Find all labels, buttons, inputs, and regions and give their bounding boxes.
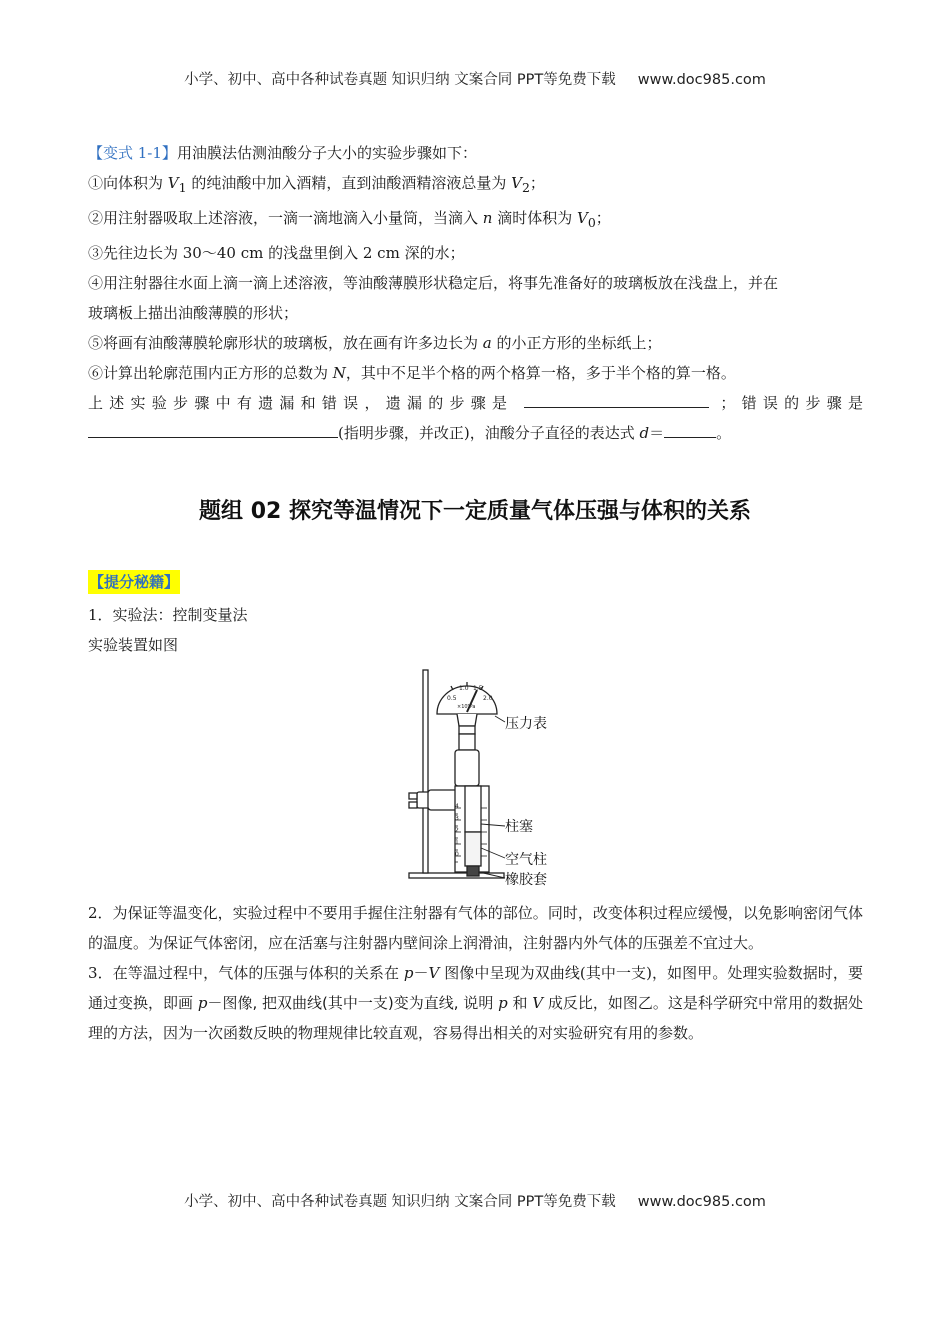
question-line-1: 上述实验步骤中有遗漏和错误，遗漏的步骤是 ；错误的步骤是 bbox=[88, 388, 863, 418]
answer-blank-omission[interactable] bbox=[524, 389, 709, 408]
stand-rod bbox=[423, 670, 428, 873]
connector-block bbox=[455, 750, 479, 786]
step-1: ①向体积为 $V_1$ 的纯油酸中加入酒精，直到油酸酒精溶液总量为 $V_2$； bbox=[88, 174, 545, 195]
answer-blank-diameter[interactable] bbox=[664, 419, 716, 438]
gauge-leader bbox=[495, 716, 505, 722]
footer-site[interactable]: www.doc985.com bbox=[637, 1194, 766, 1210]
dial-0-5: 0.5 bbox=[447, 695, 457, 702]
step-6: ⑥计算出轮廓范围内正方形的总数为 N，其中不足半个格的两个格算一格，多于半个格的算一格。 bbox=[88, 364, 736, 382]
question-line-2: (指明步骤，并改正)，油酸分子直径的表达式 d＝ 。 bbox=[88, 418, 863, 448]
tips-label: 【提分秘籍】 bbox=[88, 570, 180, 594]
step-3: ③先往边长为 30～40 cm 的浅盘里倒入 2 cm 深的水； bbox=[88, 244, 465, 262]
page-footer bbox=[0, 1190, 950, 1211]
scale-2: 2 bbox=[455, 827, 459, 834]
stand-base bbox=[409, 873, 504, 878]
page-header bbox=[0, 68, 950, 89]
point-2: 2．为保证等温变化，实验过程中不要用手握住注射器有气体的部位。同时，改变体积过程应缓慢，以免影响密闭气体的温度。为保证气体密闭，应在活塞与注射器内壁间涂上润滑油，注射器内外气体的压强差不宜过大。 bbox=[88, 904, 863, 952]
step-5: ⑤将画有油酸薄膜轮廓形状的玻璃板，放在画有许多边长为 a 的小正方形的坐标纸上； bbox=[88, 334, 662, 352]
header-text: 小学、初中、高中各种试卷真题 知识归纳 文案合同 PPT等免费下载 bbox=[184, 72, 616, 88]
variant-intro: 【变式 1-1】用油膜法估测油酸分子大小的实验步骤如下： bbox=[88, 144, 477, 162]
step-4b: 玻璃板上描出油酸薄膜的形状； bbox=[88, 304, 299, 322]
footer-text: 小学、初中、高中各种试卷真题 知识归纳 文案合同 PPT等免费下载 bbox=[184, 1194, 616, 1210]
step-4a: ④用注射器往水面上滴一滴上述溶液，等油酸薄膜形状稳定后，将事先准备好的玻璃板放在浅盘上，并在 bbox=[88, 274, 779, 292]
points-body bbox=[88, 898, 863, 1048]
scale-1: 1 bbox=[455, 839, 459, 846]
air-label: 空气柱 bbox=[505, 852, 547, 868]
section-title: 题组 02 探究等温情况下一定质量气体压强与体积的关系 bbox=[199, 499, 751, 524]
scale-0: 0 bbox=[455, 851, 459, 858]
rubber-label: 橡胶套 bbox=[505, 872, 547, 888]
gauge-label: 压力表 bbox=[505, 716, 547, 732]
points-intro bbox=[88, 600, 863, 660]
header-site[interactable]: www.doc985.com bbox=[637, 72, 766, 88]
apparatus-figure bbox=[395, 668, 565, 890]
air-column bbox=[465, 832, 481, 866]
variant-tag: 【变式 1-1】 bbox=[88, 144, 177, 162]
apparatus-diagram bbox=[395, 668, 565, 890]
rubber-cap bbox=[467, 866, 479, 876]
point-1-figure-note: 实验装置如图 bbox=[88, 636, 179, 654]
plunger bbox=[465, 786, 481, 832]
answer-blank-error[interactable] bbox=[88, 419, 338, 438]
scale-4: 4 bbox=[455, 803, 459, 810]
plunger-label: 柱塞 bbox=[505, 819, 533, 835]
point-1: 1．实验法：控制变量法 bbox=[88, 606, 248, 624]
dial-unit: ×10⁵Pa bbox=[457, 704, 476, 710]
variant-exercise bbox=[88, 138, 863, 448]
dial-2-0: 2.0 bbox=[483, 695, 493, 702]
scale-3: 3 bbox=[455, 815, 459, 822]
step-2: ②用注射器吸取上述溶液，一滴一滴地滴入小量筒，当滴入 n 滴时体积为 $V_0$； bbox=[88, 209, 611, 230]
dial-1-0: 1.0 bbox=[459, 685, 469, 692]
point-3: 3．在等温过程中，气体的压强与体积的关系在 p－V 图像中呈现为双曲线(其中一支)，如图甲。处理实验数据时，要通过变换，即画 p－图像, 把双曲线(其中一支)变为直线, 说明 p 和 V 成反比，如图乙。这是科学研究中常用的数据处理的方法，因为一次函数反映的物理规律比较直观，容易得出相关的对实验研究有用的参数。 bbox=[88, 964, 863, 1042]
dial-1-5: 1.5 bbox=[473, 685, 483, 692]
